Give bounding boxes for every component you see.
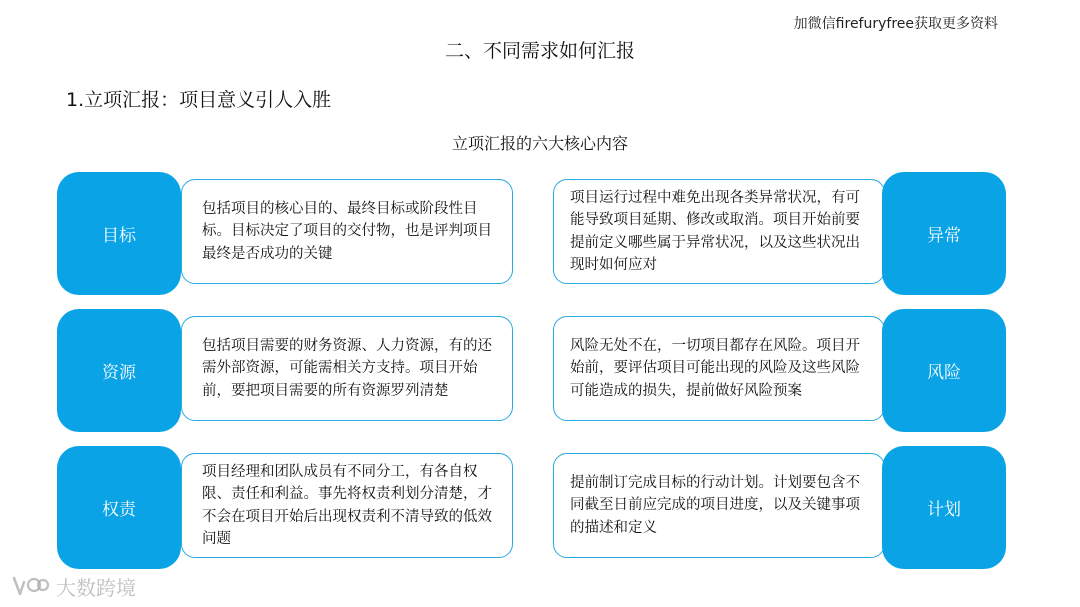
risk-text: 风险无处不在，一切项目都存在风险。项目开始前，要评估项目可能出现的风险及这些风险可能造成的损失，提前做好风险预案 [570, 337, 860, 399]
responsibility-badge: 权责 [57, 446, 181, 569]
resources-card [181, 316, 513, 421]
goal-text: 包括项目的核心目的、最终目标或阶段性目标。目标决定了项目的交付物，也是评判项目最终是否成功的关键 [202, 200, 492, 262]
top-note: 加微信firefuryfree获取更多资料 [793, 16, 998, 32]
section-title: 二、不同需求如何汇报 [444, 40, 635, 62]
watermark-text: 大数跨境 [56, 576, 136, 600]
risk-card [553, 316, 885, 421]
exception-card [553, 179, 885, 284]
watermark [10, 572, 136, 601]
sub-title: 1.立项汇报：项目意义引人入胜 [66, 89, 332, 111]
exception-badge: 异常 [882, 172, 1006, 295]
resources-text: 包括项目需要的财务资源、人力资源，有的还需外部资源，可能需相关方支持。项目开始前，要把项目需要的所有资源罗列清楚 [202, 337, 492, 399]
risk-badge: 风险 [882, 309, 1006, 432]
responsibility-card [181, 453, 513, 558]
resources-badge: 资源 [57, 309, 181, 432]
goal-badge: 目标 [57, 172, 181, 295]
responsibility-text: 项目经理和团队成员有不同分工，有各自权限、责任和利益。事先将权责利划分清楚，才不会在项目开始后出现权责利不清导致的低效问题 [202, 463, 492, 547]
plan-badge: 计划 [882, 446, 1006, 569]
exception-text: 项目运行过程中难免出现各类异常状况，有可能导致项目延期、修改或取消。项目开始前要提前定义哪些属于异常状况，以及这些状况出现时如何应对 [570, 189, 860, 273]
plan-text: 提前制订完成目标的行动计划。计划要包含不同截至日前应完成的项目进度，以及关键事项的描述和定义 [570, 474, 860, 536]
plan-card [553, 453, 885, 558]
watermark-logo-icon [10, 574, 50, 600]
block-title: 立项汇报的六大核心内容 [451, 134, 628, 153]
goal-card [181, 179, 513, 284]
